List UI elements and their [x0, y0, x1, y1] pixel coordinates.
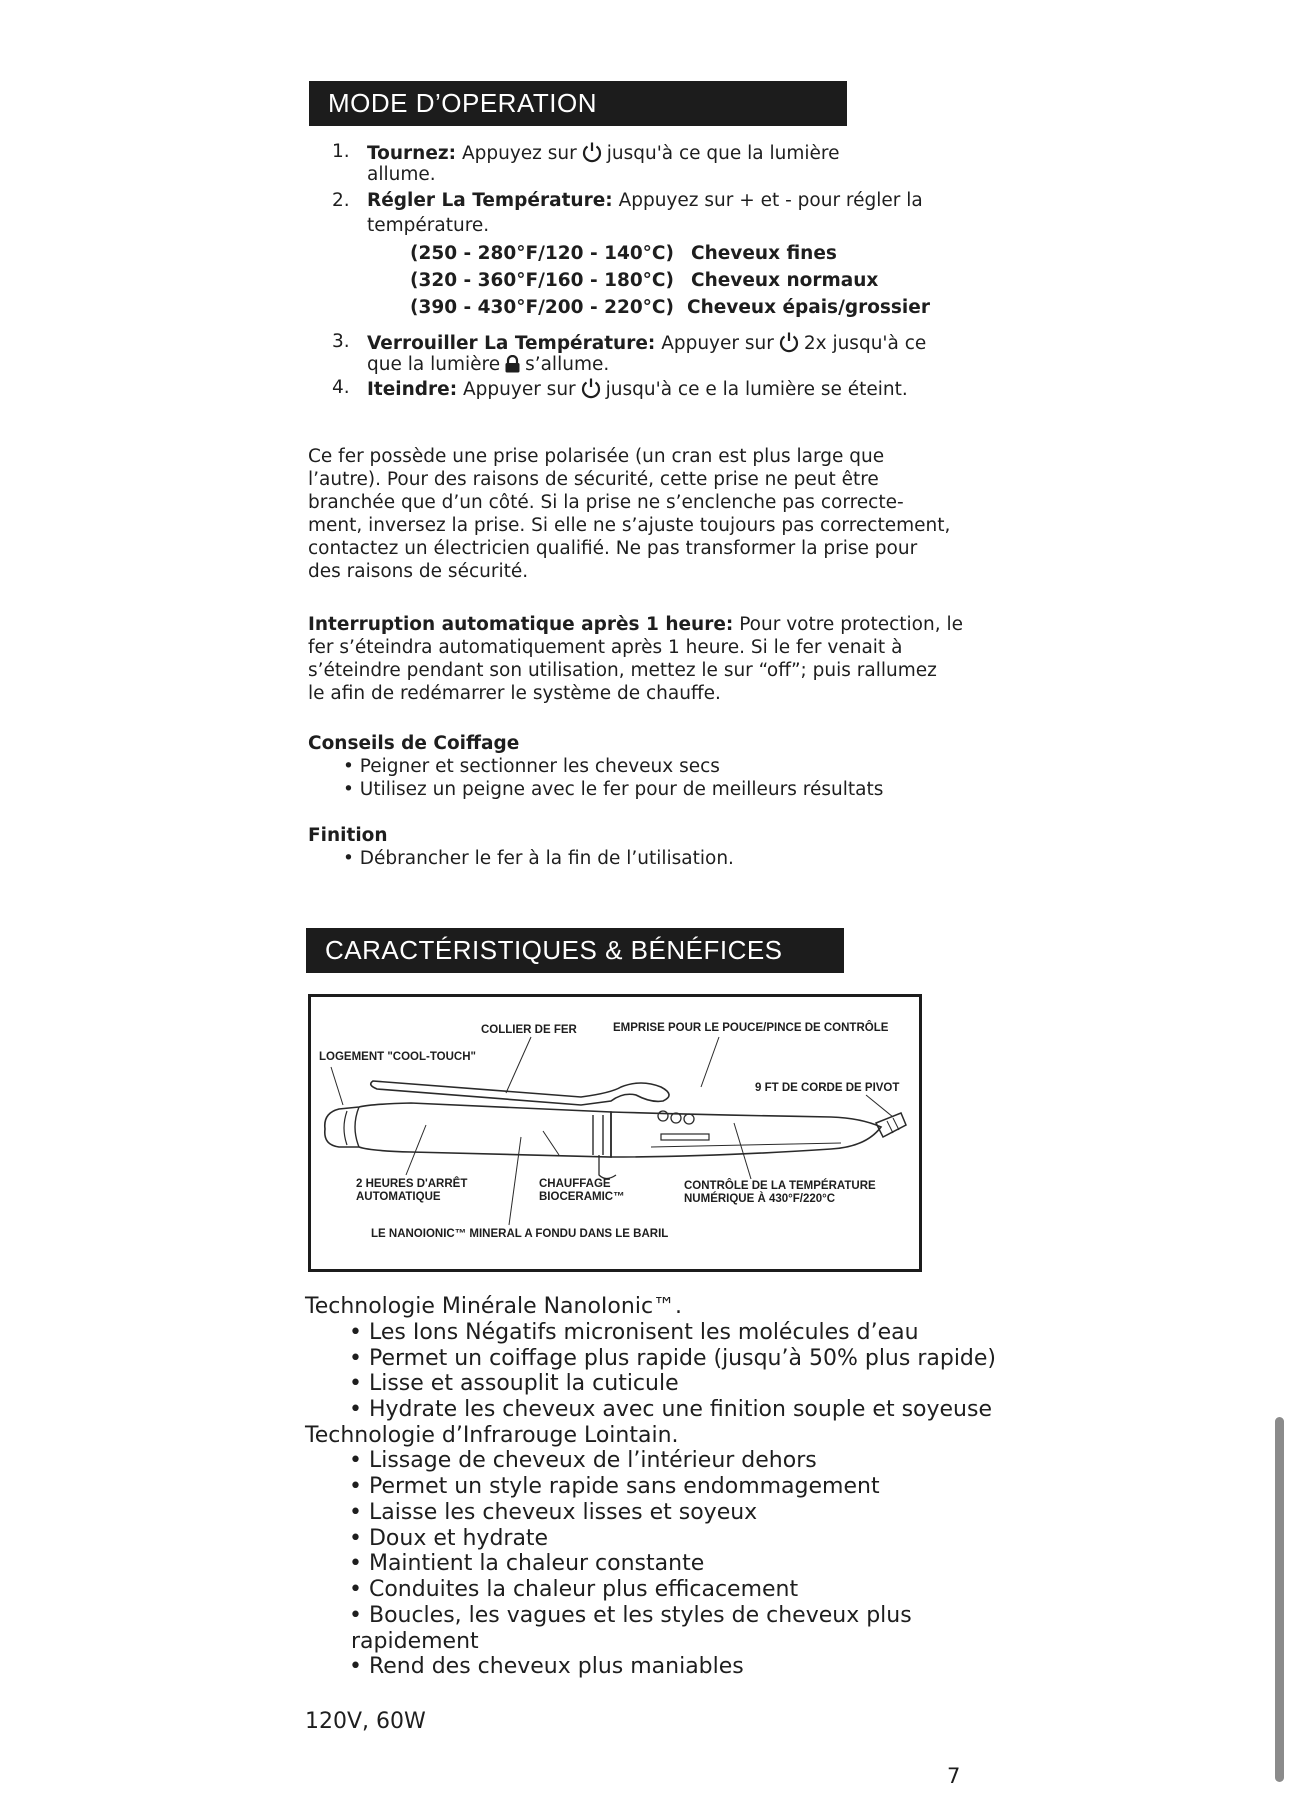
list-item: • Doux et hydrate — [349, 1526, 549, 1551]
paragraph-line: branchée que d’un côté. Si la prise ne s’enclenche pas correcte- — [308, 492, 904, 513]
auto-off-title: Interruption automatique après 1 heure: — [308, 614, 734, 635]
paragraph-line: le afin de redémarrer le système de chauffe. — [308, 683, 721, 704]
temp-label: Cheveux fines — [691, 243, 837, 264]
list-item: • Lisse et assouplit la cuticule — [349, 1371, 679, 1396]
step-3 — [367, 330, 926, 355]
paragraph-line: contactez un électricien qualifié. Ne pas transformer la prise pour — [308, 538, 918, 559]
step-1-title: Tournez: — [367, 143, 457, 164]
paragraph-line: l’autre). Pour des raisons de sécurité, cette prise ne peut être — [308, 469, 879, 490]
power-rating: 120V, 60W — [305, 1709, 426, 1734]
step-1-line2: allume. — [367, 164, 436, 185]
step-number: 3. — [332, 331, 350, 352]
step-2-line2: température. — [367, 215, 490, 236]
step-3-line2 — [367, 353, 609, 376]
leader-line — [734, 1123, 751, 1179]
step-1-pre: Appuyez sur — [461, 143, 577, 164]
tips-item: • Utilisez un peigne avec le fer pour de meilleurs résultats — [343, 779, 884, 800]
paragraph-line: Ce fer possède une prise polarisée (un cran est plus large que — [308, 446, 885, 467]
step-3-title: Verrouiller La Température: — [367, 333, 656, 354]
diagram-label-cool-touch: LOGEMENT "COOL-TOUCH" — [319, 1051, 476, 1063]
diagram-label-auto-off: 2 HEURES D'ARRÊT — [356, 1178, 468, 1190]
finish-title: Finition — [308, 825, 388, 846]
paragraph-line: ment, inversez la prise. Si elle ne s’ajuste toujours pas correctement, — [308, 515, 951, 536]
temp-label: Cheveux épais/grossier — [687, 297, 930, 318]
diagram-label-temperature: NUMÉRIQUE À 430°F/220°C — [684, 1193, 836, 1205]
handle-stripe — [651, 1143, 841, 1147]
list-item: • Maintient la chaleur constante — [349, 1551, 705, 1576]
step-1 — [367, 140, 840, 165]
leader-line — [331, 1067, 343, 1105]
step-4-pre: Appuyer sur — [463, 379, 576, 400]
power-icon — [579, 376, 603, 400]
leader-line — [509, 1137, 521, 1225]
page-number: 7 — [947, 1764, 961, 1788]
list-item: • Lissage de cheveux de l’intérieur dehors — [349, 1448, 817, 1473]
step-1-post: jusqu'à ce que la lumière — [606, 143, 840, 164]
step-4-post: jusqu'à ce e la lumière se éteint. — [605, 379, 908, 400]
list-item: • Rend des cheveux plus maniables — [349, 1654, 744, 1679]
step-2-title: Régler La Température: — [367, 190, 613, 211]
step-3-line2-post: s’allume. — [525, 354, 610, 375]
paragraph-line: des raisons de sécurité. — [308, 561, 529, 582]
temp-range: (390 - 430°F/200 - 220°C) — [410, 297, 674, 318]
cool-touch-tip — [355, 1107, 359, 1147]
power-icon — [777, 330, 801, 354]
paragraph-line — [308, 613, 963, 636]
diagram-label-cord: 9 FT DE CORDE DE PIVOT — [755, 1082, 900, 1094]
temp-label: Cheveux normaux — [691, 270, 879, 291]
iron-collar-stand — [599, 1155, 616, 1179]
tip-ridge — [344, 1111, 347, 1145]
control-button — [684, 1114, 694, 1124]
paragraph-line: s’éteindre pendant son utilisation, mettez le sur “off”; puis rallumez — [308, 660, 937, 681]
lock-icon — [504, 355, 521, 373]
leader-line — [506, 1037, 531, 1093]
nano-title: Technologie Minérale NanoIonic™. — [305, 1294, 683, 1319]
step-4-title: Iteindre: — [367, 379, 458, 400]
step-number: 1. — [332, 141, 350, 162]
iron-body-outline — [325, 1103, 611, 1157]
diagram-label-collar: COLLIER DE FER — [481, 1024, 577, 1036]
list-item-continued: rapidement — [351, 1629, 479, 1654]
led-strip — [661, 1134, 709, 1140]
list-item: • Laisse les cheveux lisses et soyeux — [349, 1500, 758, 1525]
leader-line — [701, 1037, 719, 1087]
control-button — [658, 1111, 668, 1121]
temp-range: (250 - 280°F/120 - 140°C) — [410, 243, 674, 264]
iron-clamp — [371, 1081, 669, 1105]
tips-item: • Peigner et sectionner les cheveux secs — [343, 756, 720, 777]
list-item: • Permet un coiffage plus rapide (jusqu’à 50% plus rapide) — [349, 1346, 997, 1371]
scrollbar-thumb[interactable] — [1275, 1417, 1284, 1782]
leader-line — [406, 1125, 426, 1175]
leader-line — [543, 1131, 559, 1155]
list-item: • Boucles, les vagues et les styles de cheveux plus — [349, 1603, 912, 1628]
list-item: • Permet un style rapide sans endommagement — [349, 1474, 880, 1499]
step-2-text: Appuyez sur + et - pour régler la — [618, 190, 923, 211]
step-4 — [367, 376, 908, 401]
auto-off-line1: Pour votre protection, le — [739, 614, 963, 635]
section-header-operation: MODE D’OPERATION — [309, 81, 847, 126]
infrared-title: Technologie d’Infrarouge Lointain. — [305, 1423, 679, 1448]
list-item: • Conduites la chaleur plus efficacement — [349, 1577, 799, 1602]
iron-collar — [593, 1115, 603, 1155]
iron-handle — [611, 1112, 881, 1157]
diagram-label-auto-off: AUTOMATIQUE — [356, 1191, 441, 1203]
step-2 — [367, 189, 923, 212]
finish-item: • Débrancher le fer à la fin de l’utilisation. — [343, 848, 734, 869]
list-item: • Les Ions Négatifs micronisent les molécules d’eau — [349, 1320, 919, 1345]
section-header-features: CARACTÉRISTIQUES & BÉNÉFICES — [306, 928, 844, 973]
step-3-pre: Appuyer sur — [661, 333, 774, 354]
curling-iron-diagram — [308, 994, 922, 1272]
power-icon — [580, 140, 604, 164]
step-3-post: 2x jusqu'à ce — [803, 333, 927, 354]
diagram-label-heating: BIOCERAMIC™ — [539, 1191, 625, 1203]
leader-line — [866, 1095, 893, 1117]
diagram-label-mineral: LE NANOIONIC™ MINERAL A FONDU DANS LE BARIL — [371, 1228, 669, 1240]
diagram-label-thumb: EMPRISE POUR LE POUCE/PINCE DE CONTRÔLE — [613, 1022, 889, 1034]
cord-ribs — [887, 1118, 899, 1133]
paragraph-line: fer s’éteindra automatiquement après 1 heure. Si le fer venait à — [308, 637, 903, 658]
list-item: • Hydrate les cheveux avec une finition souple et soyeuse — [349, 1397, 992, 1422]
step-number: 2. — [332, 190, 350, 211]
tips-title: Conseils de Coiffage — [308, 733, 520, 754]
diagram-label-heating: CHAUFFAGE — [539, 1178, 611, 1190]
temp-range: (320 - 360°F/160 - 180°C) — [410, 270, 674, 291]
step-number: 4. — [332, 377, 350, 398]
step-3-line2-pre: que la lumière — [367, 354, 501, 375]
curling-iron-illustration — [311, 997, 919, 1269]
diagram-label-temperature: CONTRÔLE DE LA TEMPÉRATURE — [684, 1180, 876, 1192]
swivel-cord — [876, 1113, 906, 1137]
